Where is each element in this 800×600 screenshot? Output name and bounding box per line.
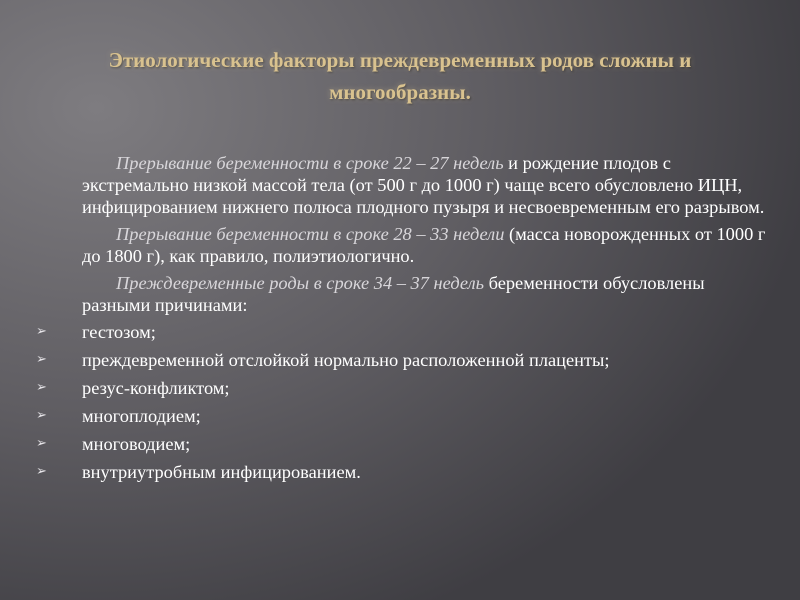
paragraph-28-33-weeks	[82, 223, 772, 267]
causes-list	[36, 321, 772, 483]
paragraph-22-27-weeks	[82, 152, 772, 218]
list-item-text: преждевременной отслойкой нормально расположенной плаценты;	[82, 350, 610, 370]
arrow-bullet-icon: ➢	[36, 436, 47, 451]
arrow-bullet-icon: ➢	[36, 380, 47, 395]
arrow-bullet-icon: ➢	[36, 464, 47, 479]
paragraph-lead: Прерывание беременности в сроке 22 – 27 недель	[116, 153, 504, 173]
paragraph-text: (масса новорожденных от 1000 г до 1800 г), как правило, полиэтиологично.	[82, 224, 766, 266]
list-item	[36, 461, 772, 483]
list-item-text: резус-конфликтом;	[82, 378, 230, 398]
list-item	[36, 349, 772, 371]
paragraph-lead: Прерывание беременности в сроке 28 – 33 недели	[116, 224, 505, 244]
list-item	[36, 377, 772, 399]
paragraph-34-37-weeks	[82, 272, 772, 316]
arrow-bullet-icon: ➢	[36, 352, 47, 367]
list-item	[36, 321, 772, 343]
list-item-text: многоплодием;	[82, 406, 201, 426]
slide-title: Этиологические факторы преждевременных родов сложны и многообразны.	[108, 48, 692, 104]
arrow-bullet-icon: ➢	[36, 408, 47, 423]
list-item	[36, 433, 772, 455]
slide-body	[36, 152, 772, 489]
list-item-text: гестозом;	[82, 322, 156, 342]
paragraph-text: и рождение плодов с экстремально низкой массой тела (от 500 г до 1000 г) чаще всего обусловлено ИЦН, инфицированием нижнего полюса плодного пузыря и несвоевременным его разрывом.	[82, 153, 765, 217]
paragraph-text: беременности обусловлены разными причинами:	[82, 273, 705, 315]
arrow-bullet-icon: ➢	[36, 324, 47, 339]
list-item-text: внутриутробным инфицированием.	[82, 462, 361, 482]
list-item	[36, 405, 772, 427]
paragraph-lead: Преждевременные роды в сроке 34 – 37 недель	[116, 273, 484, 293]
list-item-text: многоводием;	[82, 434, 191, 454]
